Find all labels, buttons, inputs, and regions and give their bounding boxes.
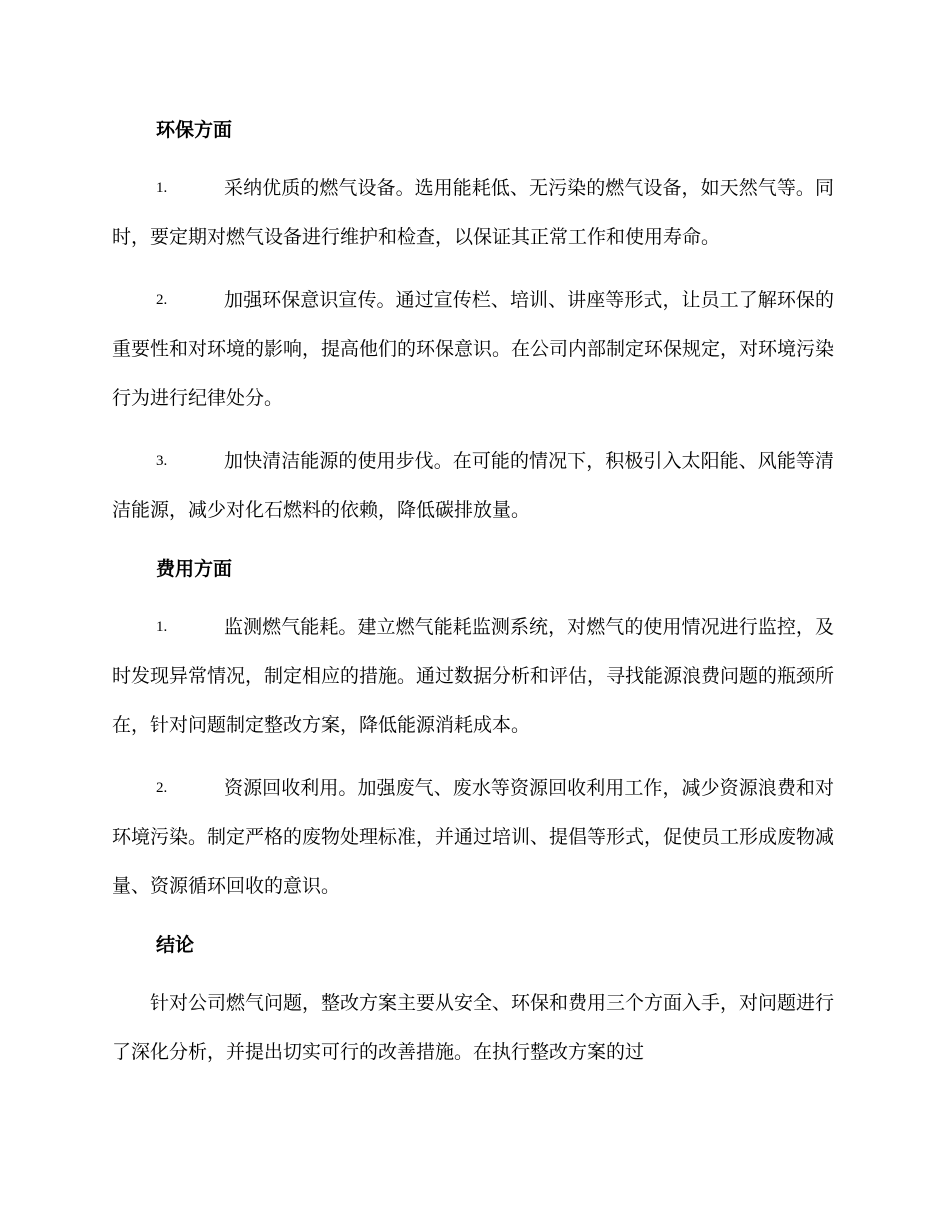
list-item-number: 2.: [156, 780, 168, 796]
list-item-text: 加强环保意识宣传。通过宣传栏、培训、讲座等形式，让员工了解环保的重要性和对环境的影响，提高他们的环保意识。在公司内部制定环保规定，对环境污染行为进行纪律处分。: [112, 289, 835, 409]
list-item-text: 资源回收利用。加强废气、废水等资源回收利用工作，减少资源浪费和对环境污染。制定严格的废物处理标准，并通过培训、提倡等形式，促使员工形成废物减量、资源循环回收的意识。: [112, 777, 835, 897]
list-item-number: 3.: [156, 453, 168, 469]
list-item-number: 1.: [156, 180, 168, 196]
document-page: [112, 110, 834, 1077]
list-item: [112, 164, 834, 262]
list-item-number: 1.: [156, 619, 168, 635]
section-conclusion: [112, 925, 834, 1077]
list-item: [112, 276, 834, 423]
section-heading: 结论: [156, 934, 195, 956]
list-item-text: 监测燃气能耗。建立燃气能耗监测系统，对燃气的使用情况进行监控，及时发现异常情况，制定相应的措施。通过数据分析和评估，寻找能源浪费问题的瓶颈所在，针对问题制定整改方案，降低能源消耗成本。: [112, 616, 835, 736]
list-item: [112, 437, 834, 535]
list-item: [112, 764, 834, 911]
list-item-number: 2.: [156, 292, 168, 308]
list-item-text: 采纳优质的燃气设备。选用能耗低、无污染的燃气设备，如天然气等。同时，要定期对燃气设备进行维护和检查，以保证其正常工作和使用寿命。: [112, 177, 834, 248]
conclusion-paragraph: 针对公司燃气问题，整改方案主要从安全、环保和费用三个方面入手，对问题进行了深化分析，并提出切实可行的改善措施。在执行整改方案的过: [112, 992, 835, 1063]
section-environmental: [112, 110, 834, 535]
section-heading: 费用方面: [156, 558, 233, 580]
section-heading: 环保方面: [156, 119, 233, 141]
section-cost: [112, 549, 834, 911]
list-item: [112, 603, 834, 750]
list-item-text: 加快清洁能源的使用步伐。在可能的情况下，积极引入太阳能、风能等清洁能源，减少对化石燃料的依赖，降低碳排放量。: [112, 450, 834, 521]
